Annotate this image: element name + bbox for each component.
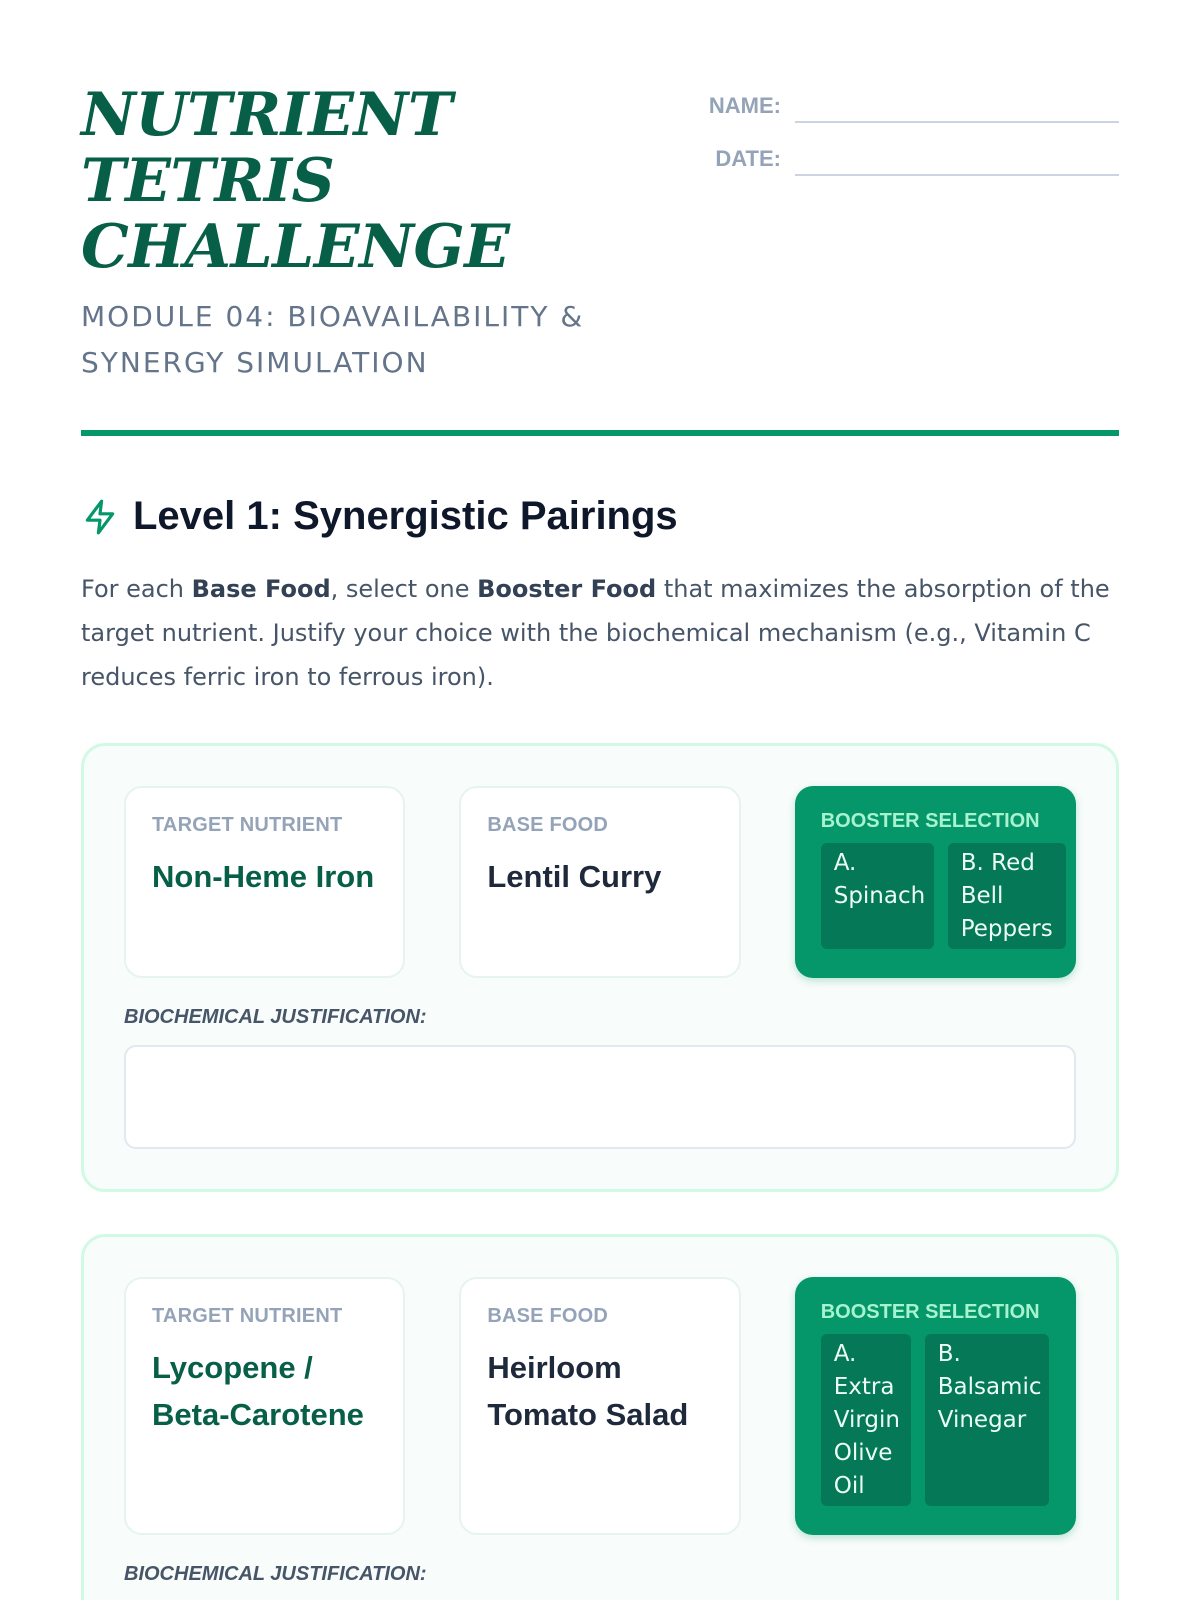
base-food-value: Heirloom Tomato Salad [487, 1350, 689, 1432]
base-food-box [459, 1277, 740, 1535]
instructions-bold-2: Booster Food [477, 575, 657, 603]
base-food-label: BASE FOOD [487, 814, 609, 836]
instructions-text-1: For each [81, 575, 192, 603]
justification-label: BIOCHEMICAL JUSTIFICATION: [124, 1563, 427, 1585]
pairing-card-2 [81, 1234, 1119, 1600]
booster-options [821, 1334, 1068, 1506]
target-nutrient-label: TARGET NUTRIENT [152, 1305, 343, 1327]
title-block [81, 82, 681, 386]
name-row [699, 87, 1119, 123]
page-subtitle: MODULE 04: BIOAVAILABILITY & SYNERGY SIMULATION [81, 300, 585, 379]
student-fields [699, 82, 1119, 386]
date-field[interactable] [795, 142, 1119, 176]
instructions [81, 567, 1119, 699]
base-food-value: Lentil Curry [487, 859, 662, 894]
title-line-2: CHALLENGE [81, 212, 510, 282]
pairing-card-1 [81, 743, 1119, 1192]
justification-input[interactable] [124, 1045, 1076, 1149]
booster-option-a[interactable]: A. Spinach [821, 843, 934, 949]
booster-option-b[interactable]: B. Balsamic Vinegar [925, 1334, 1049, 1506]
title-line-1: NUTRIENT TETRIS [81, 80, 452, 216]
date-label: DATE: [715, 146, 781, 171]
target-nutrient-value: Lycopene / Beta-Carotene [152, 1350, 364, 1432]
base-food-box [459, 786, 740, 978]
booster-option-a[interactable]: A. Extra Virgin Olive Oil [821, 1334, 911, 1506]
section-heading [81, 494, 1119, 539]
card-row [124, 1277, 1076, 1535]
name-label: NAME: [708, 93, 781, 118]
target-nutrient-label: TARGET NUTRIENT [152, 814, 343, 836]
target-nutrient-box [124, 1277, 405, 1535]
booster-label: BOOSTER SELECTION [820, 810, 1040, 832]
section-title: Level 1: Synergistic Pairings [133, 494, 678, 538]
date-row [699, 140, 1119, 176]
page-title [81, 82, 681, 280]
booster-options [821, 843, 1068, 949]
instructions-bold-1: Base Food [191, 575, 331, 603]
card-row [124, 786, 1076, 978]
instructions-text-2: , select one [330, 575, 478, 603]
booster-selection [795, 1277, 1076, 1535]
booster-label: BOOSTER SELECTION [820, 1301, 1040, 1323]
justification-label: BIOCHEMICAL JUSTIFICATION: [124, 1006, 427, 1028]
header [81, 0, 1119, 386]
target-nutrient-value: Non-Heme Iron [152, 859, 375, 894]
target-nutrient-box [124, 786, 405, 978]
name-field[interactable] [795, 89, 1119, 123]
booster-option-b[interactable]: B. Red Bell Peppers [948, 843, 1066, 949]
header-divider [81, 430, 1119, 436]
booster-selection [795, 786, 1076, 978]
lightning-bolt-icon [81, 498, 119, 536]
base-food-label: BASE FOOD [487, 1305, 609, 1327]
instructions-text-3: that maximizes the absorption of the target nutrient. Justify your choice with the biochemical mechanism (e.g., Vitamin C reduces ferric iron to ferrous iron). [81, 575, 1110, 691]
